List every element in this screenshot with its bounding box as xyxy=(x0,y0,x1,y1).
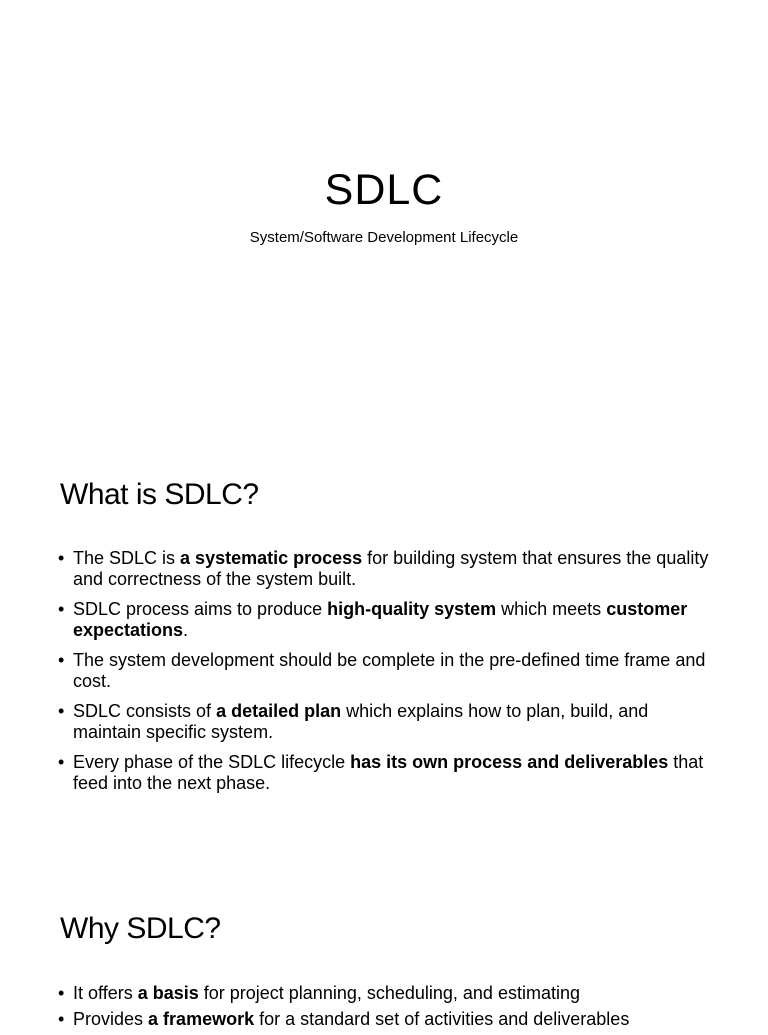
bullet-text: Every phase of the SDLC lifecycle xyxy=(73,752,351,772)
bullet-text-bold: customer expectations xyxy=(73,599,688,640)
bullet-text: for building system that ensures the quality and correctness of the system built. xyxy=(73,548,709,589)
title-slide xyxy=(0,0,768,432)
bullet-item xyxy=(58,650,718,692)
why-sdlc-slide xyxy=(0,864,768,1029)
bullet-dot-icon: • xyxy=(58,1009,65,1029)
bullet-text-bold: high-quality system xyxy=(327,599,497,619)
bullet-item xyxy=(58,983,718,1004)
bullet-text: . xyxy=(183,620,189,640)
bullet-dot-icon: • xyxy=(58,983,65,1003)
bullet-item xyxy=(58,752,718,794)
slide-subtitle: System/Software Development Lifecycle xyxy=(249,229,519,246)
bullet-item xyxy=(58,599,718,641)
bullet-text-bold: a framework xyxy=(148,1009,255,1029)
bullet-text-bold: a systematic process xyxy=(180,548,363,568)
bullet-list xyxy=(58,983,718,1035)
slide-heading: What is SDLC? xyxy=(60,478,259,511)
bullet-text: SDLC process aims to produce xyxy=(73,599,328,619)
bullet-item xyxy=(58,1009,718,1030)
bullet-text: It offers xyxy=(73,983,138,1003)
bullet-text: which explains how to plan, build, and maintain specific system. xyxy=(73,701,649,742)
bullet-text: for project planning, scheduling, and estimating xyxy=(198,983,580,1003)
slide-heading: Why SDLC? xyxy=(60,912,221,945)
bullet-text: Provides xyxy=(73,1009,149,1029)
bullet-dot-icon: • xyxy=(58,650,65,670)
bullet-dot-icon: • xyxy=(58,752,65,772)
bullet-dot-icon: • xyxy=(58,701,65,721)
bullet-text: SDLC consists of xyxy=(73,701,217,721)
bullet-text: which meets xyxy=(496,599,607,619)
bullet-text-bold: a detailed plan xyxy=(216,701,342,721)
bullet-text-bold: a basis xyxy=(137,983,199,1003)
bullet-dot-icon: • xyxy=(58,599,65,619)
bullet-item xyxy=(58,548,718,590)
what-is-sdlc-slide xyxy=(0,432,768,864)
bullet-text: for a standard set of activities and deliverables xyxy=(254,1009,630,1029)
bullet-text: The SDLC is xyxy=(73,548,181,568)
bullet-text: The system development should be complete in the pre-defined time frame and cost. xyxy=(73,650,706,691)
bullet-text: that feed into the next phase. xyxy=(73,752,704,793)
bullet-dot-icon: • xyxy=(58,548,65,568)
bullet-text-bold: has its own process and deliverables xyxy=(350,752,669,772)
bullet-list xyxy=(58,548,718,803)
slide-title: SDLC xyxy=(324,166,444,214)
bullet-item xyxy=(58,701,718,743)
